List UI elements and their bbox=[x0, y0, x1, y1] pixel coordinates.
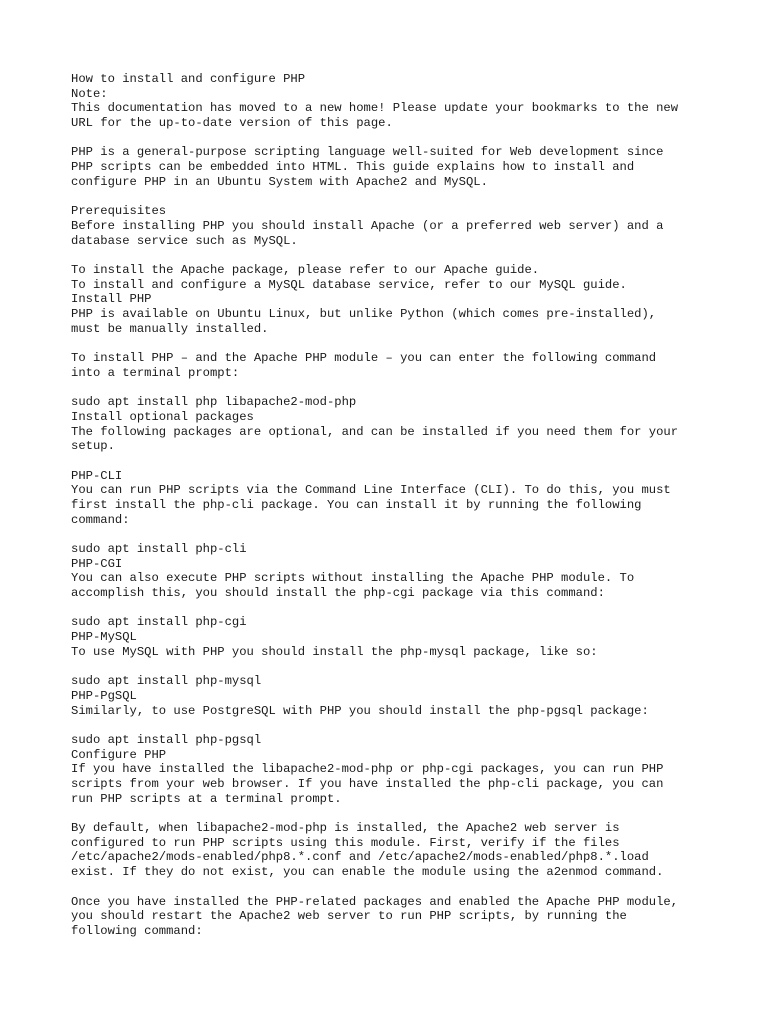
blank-line bbox=[71, 660, 731, 675]
text-line: Once you have installed the PHP-related packages and enabled the Apache PHP module, bbox=[71, 894, 679, 909]
blank-line bbox=[71, 131, 731, 146]
text-line: PHP is available on Ubuntu Linux, but unlike Python (which comes pre-installed), bbox=[71, 307, 657, 321]
section-heading-optional-packages: Install optional packages bbox=[71, 409, 254, 424]
text-line: This documentation has moved to a new home! Please update your bookmarks to the new bbox=[71, 101, 679, 116]
command-line: sudo apt install php-mysql bbox=[71, 674, 262, 689]
text-line: To install PHP – and the Apache PHP module – you can enter the following command bbox=[71, 351, 657, 366]
text-line: scripts from your web browser. If you have installed the php-cli package, you can bbox=[71, 777, 664, 791]
note-label: Note: bbox=[71, 86, 108, 101]
text-line: /etc/apache2/mods-enabled/php8.*.conf and /etc/apache2/mods-enabled/php8.*.load bbox=[71, 850, 649, 865]
text-line: To use MySQL with PHP you should install the php-mysql package, like so: bbox=[71, 644, 598, 659]
blank-line bbox=[71, 248, 731, 263]
command-line: sudo apt install php libapache2-mod-php bbox=[71, 395, 357, 410]
text-line: following command: bbox=[71, 923, 203, 938]
text-line: accomplish this, you should install the php-cgi package via this command: bbox=[71, 586, 605, 601]
text-line: configured to run PHP scripts using this module. First, verify if the files bbox=[71, 835, 620, 850]
section-heading-php-pgsql: PHP-PgSQL bbox=[71, 688, 137, 703]
text-line: first install the php-cli package. You can install it by running the following bbox=[71, 497, 642, 512]
command-line: sudo apt install php-pgsql bbox=[71, 732, 262, 747]
blank-line bbox=[71, 718, 731, 733]
text-line: To install and configure a MySQL database service, refer to our MySQL guide. bbox=[71, 277, 627, 292]
text-line: URL for the up-to-date version of this page. bbox=[71, 116, 393, 131]
text-line: To install the Apache package, please refer to our Apache guide. bbox=[71, 262, 540, 277]
text-line: configure PHP in an Ubuntu System with Apache2 and MySQL. bbox=[71, 174, 488, 189]
text-line: database service such as MySQL. bbox=[71, 233, 298, 248]
text-line: The following packages are optional, and can be installed if you need them for your bbox=[71, 424, 679, 439]
section-heading-php-mysql: PHP-MySQL bbox=[71, 630, 137, 645]
section-heading-php-cgi: PHP-CGI bbox=[71, 556, 123, 571]
document-page bbox=[71, 72, 731, 939]
text-line: You can also execute PHP scripts without installing the Apache PHP module. To bbox=[71, 571, 635, 586]
blank-line bbox=[71, 527, 731, 542]
blank-line bbox=[71, 190, 731, 205]
command-line: sudo apt install php-cgi bbox=[71, 615, 247, 630]
text-line: into a terminal prompt: bbox=[71, 365, 240, 380]
blank-line bbox=[71, 454, 731, 469]
section-heading-php-cli: PHP-CLI bbox=[71, 468, 123, 483]
section-heading-configure-php: Configure PHP bbox=[71, 747, 167, 762]
text-line: PHP scripts can be embedded into HTML. This guide explains how to install and bbox=[71, 160, 635, 175]
text-line: exist. If they do not exist, you can enable the module using the a2enmod command. bbox=[71, 865, 664, 880]
blank-line bbox=[71, 601, 731, 616]
text-line: PHP is a general-purpose scripting language well-suited for Web development since bbox=[71, 145, 664, 160]
text-line: If you have installed the libapache2-mod-php or php-cgi packages, you can run PHP bbox=[71, 762, 664, 777]
section-heading-install-php: Install PHP bbox=[71, 292, 152, 307]
text-line: run PHP scripts at a terminal prompt. bbox=[71, 791, 342, 806]
blank-line bbox=[71, 336, 731, 351]
text-line: By default, when libapache2-mod-php is installed, the Apache2 web server is bbox=[71, 821, 620, 836]
text-line: you should restart the Apache2 web server to run PHP scripts, by running the bbox=[71, 909, 627, 924]
text-line: command: bbox=[71, 512, 130, 527]
section-heading-prerequisites: Prerequisites bbox=[71, 204, 167, 219]
text-line: setup. bbox=[71, 439, 115, 454]
text-line: You can run PHP scripts via the Command Line Interface (CLI). To do this, you must bbox=[71, 483, 671, 498]
blank-line bbox=[71, 380, 731, 395]
blank-line bbox=[71, 806, 731, 821]
blank-line bbox=[71, 880, 731, 895]
document-title: How to install and configure PHP bbox=[71, 72, 306, 86]
text-line: must be manually installed. bbox=[71, 321, 269, 336]
command-line: sudo apt install php-cli bbox=[71, 542, 247, 556]
text-line: Similarly, to use PostgreSQL with PHP you should install the php-pgsql package: bbox=[71, 703, 649, 718]
text-line: Before installing PHP you should install Apache (or a preferred web server) and a bbox=[71, 218, 664, 233]
